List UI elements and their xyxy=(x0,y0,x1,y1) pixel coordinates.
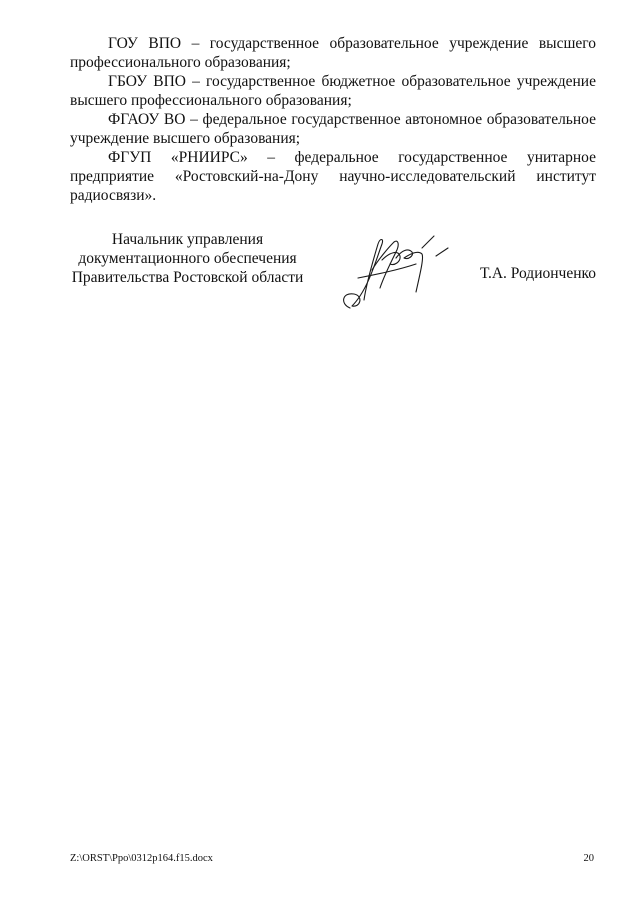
abbreviation-paragraph: ФГУП «РНИИРС» – федеральное государственное унитарное предприятие «Ростовский-на-Дону научно-исследовательский институт радиосвязи». xyxy=(70,149,596,204)
signer-title-line: документационного обеспечения xyxy=(78,250,297,267)
signature-block xyxy=(70,230,596,310)
signer-title-line: Начальник управления xyxy=(111,231,264,248)
signer-name: Т.А. Родионченко xyxy=(480,265,596,282)
abbreviation-paragraph: ГБОУ ВПО – государственное бюджетное образовательное учреждение высшего профессионального образования; xyxy=(70,73,596,109)
signer-title xyxy=(70,230,305,287)
abbreviation-paragraph: ФГАОУ ВО – федеральное государственное автономное образовательное учреждение высшего образования; xyxy=(70,111,596,147)
handwritten-signature xyxy=(338,230,458,315)
page-number: 20 xyxy=(583,853,594,864)
signer-title-line: Правительства Ростовской области xyxy=(71,269,304,286)
abbreviations-list xyxy=(70,34,596,205)
abbreviation-paragraph: ГОУ ВПО – государственное образовательное учреждение высшего профессионального образования; xyxy=(70,35,596,71)
footer-file-path: Z:\ORST\Ppo\0312p164.f15.docx xyxy=(70,853,213,864)
